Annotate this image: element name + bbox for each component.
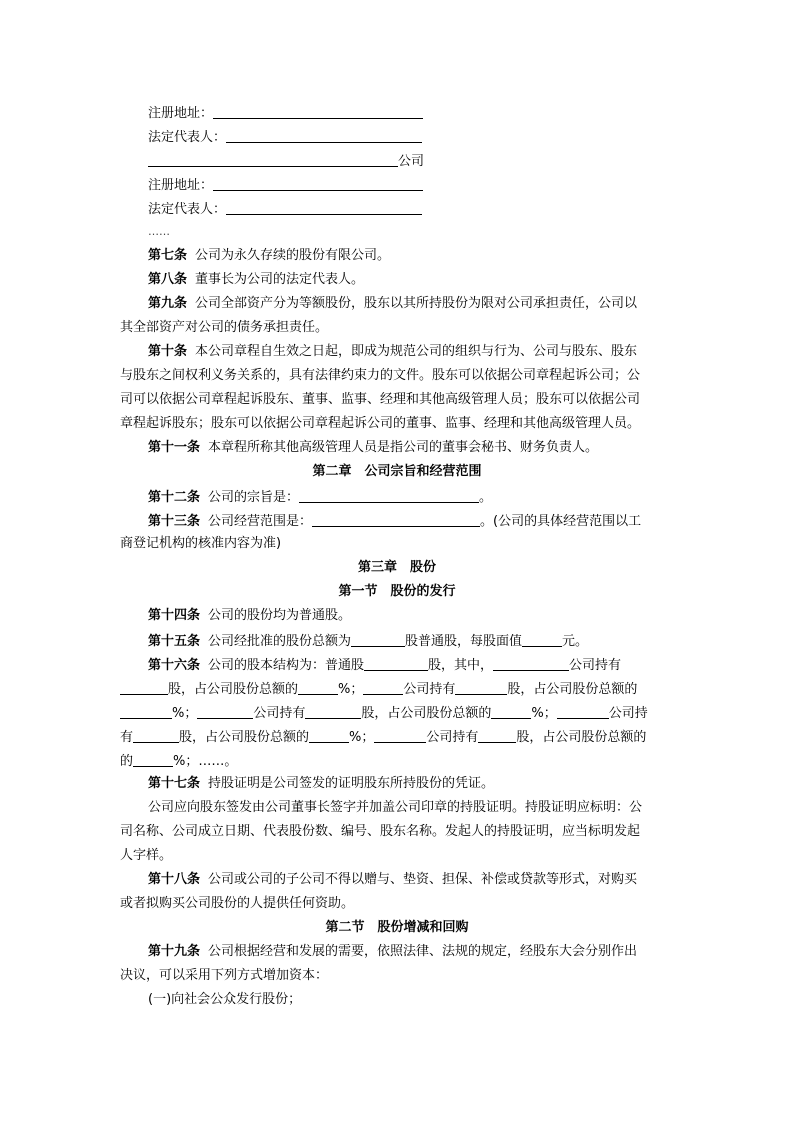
article-11 [148, 440, 598, 458]
article-text-tail: 。(公司的具体经营范围以工 [480, 514, 642, 529]
article-10-line-4: 章程起诉股东；股东可以依据公司章程起诉公司的董事、监事、经理和其他高级管理人员。 [120, 416, 641, 431]
article-17-paragraph-2-line-3: 人字样。 [120, 848, 173, 863]
article-text: 公司经批准的股份总额为 [208, 634, 352, 649]
blank-underline [298, 680, 338, 695]
punctuation: 。 [479, 490, 493, 505]
article-text: 股普通股，每股面值 [405, 634, 523, 649]
article-text: %； [531, 706, 557, 721]
blank-underline [557, 704, 609, 719]
article-10 [148, 344, 637, 362]
article-number: 第八条 [148, 272, 188, 287]
article-number: 第十四条 [148, 608, 201, 623]
blank-underline [226, 128, 422, 143]
article-number: 第十一条 [148, 440, 201, 455]
company-suffix: 公司 [398, 154, 425, 169]
article-19-item-1: (一)向社会公众发行股份； [148, 992, 302, 1007]
article-number: 第十九条 [148, 944, 201, 959]
article-text: 公司持有 [426, 730, 479, 745]
article-text: 公司持 [608, 706, 648, 721]
article-text: 股，占公司股份总额的 [179, 730, 310, 745]
article-13-line-2: 商登记机构的核准内容为准) [120, 536, 282, 551]
blank-underline [478, 728, 516, 743]
article-text: 公司经营范围是： [208, 514, 313, 529]
article-text: 公司持有 [569, 658, 622, 673]
article-text: 股，占公司股份总额的 [168, 682, 299, 697]
registered-address-label: 注册地址： [148, 178, 214, 193]
registered-address-line [148, 104, 423, 122]
article-text: %； [349, 730, 375, 745]
ellipsis: …… [148, 225, 170, 238]
article-7 [148, 248, 390, 266]
article-14 [148, 608, 351, 626]
article-text: 公司的股份均为普通股。 [208, 608, 352, 623]
article-text: 股，占公司股份总额的 [516, 730, 647, 745]
blank-underline [522, 632, 562, 647]
article-17-paragraph-2-line-2: 司名称、公司成立日期、代表股份数、编号、股东名称。发起人的持股证明，应当标明发起 [120, 824, 641, 839]
article-text: 有 [120, 730, 134, 745]
blank-underline [305, 704, 361, 719]
article-16 [148, 656, 621, 674]
article-number: 第七条 [148, 248, 188, 263]
section-1-heading: 第一节 股份的发行 [338, 584, 456, 599]
article-text: 公司全部资产分为等额股份，股东以其所持股份为限对公司承担责任，公司以 [195, 296, 638, 311]
blank-underline [120, 704, 172, 719]
article-number: 第十八条 [148, 872, 201, 887]
article-number: 第九条 [148, 296, 188, 311]
article-text: 公司持有 [253, 706, 306, 721]
article-number: 第十六条 [148, 658, 201, 673]
blank-underline [364, 656, 428, 671]
company-name-line [148, 152, 424, 170]
article-text: 股，其中， [428, 658, 494, 673]
article-17 [148, 776, 494, 794]
article-text: 公司的股本结构为：普通股 [208, 658, 365, 673]
article-text: 股，占公司股份总额的 [507, 682, 638, 697]
article-17-paragraph-2-line-1: 公司应向股东签发由公司董事长签字并加盖公司印章的持股证明。持股证明应标明：公 [148, 800, 643, 815]
chapter-3-heading: 第三章 股份 [357, 560, 436, 575]
article-number: 第十二条 [148, 490, 201, 505]
blank-underline [351, 632, 405, 647]
blank-underline [197, 704, 253, 719]
article-text: 的 [120, 754, 134, 769]
article-text: 公司的宗旨是： [208, 490, 300, 505]
article-8 [148, 272, 364, 290]
article-text: 公司为永久存续的股份有限公司。 [195, 248, 391, 263]
article-15 [148, 632, 588, 650]
blank-underline [312, 512, 480, 527]
article-text: 股，占公司股份总额的 [361, 706, 492, 721]
blank-underline [133, 752, 173, 767]
section-2-heading: 第二节 股份增减和回购 [325, 920, 469, 935]
blank-underline [363, 680, 403, 695]
article-text: 公司根据经营和发展的需要，依照法律、法规的规定，经股东大会分别作出 [208, 944, 638, 959]
legal-representative-label: 法定代表人： [148, 130, 227, 145]
article-10-line-2: 与股东之间权利义务关系的，具有法律约束力的文件。股东可以依据公司章程起诉公司；公 [120, 368, 641, 383]
article-text: %； [172, 706, 198, 721]
blank-underline [374, 728, 426, 743]
blank-underline [493, 656, 569, 671]
blank-underline [120, 680, 168, 695]
article-text: 公司持有 [403, 682, 456, 697]
article-18 [148, 872, 637, 890]
article-19-line-2: 决议，可以采用下列方式增加资本： [120, 968, 329, 983]
article-18-line-2: 或者拟购买公司股份的人提供任何资助。 [120, 896, 355, 911]
article-text: 持股证明是公司签发的证明股东所持股份的凭证。 [208, 776, 495, 791]
article-text: 本章程所称其他高级管理人员是指公司的董事会秘书、财务负责人。 [208, 440, 599, 455]
article-number: 第十条 [148, 344, 188, 359]
chapter-2-heading: 第二章 公司宗旨和经营范围 [312, 464, 482, 479]
article-text: 元。 [562, 634, 589, 649]
article-text: 公司或公司的子公司不得以赠与、垫资、担保、补偿或贷款等形式，对购买 [208, 872, 638, 887]
article-9 [148, 296, 637, 314]
registered-address-line [148, 176, 423, 194]
blank-underline [148, 152, 398, 167]
registered-address-label: 注册地址： [148, 106, 214, 121]
article-9-line-2: 其全部资产对公司的债务承担责任。 [120, 320, 329, 335]
article-number: 第十三条 [148, 514, 201, 529]
article-text: 本公司章程自生效之日起，即成为规范公司的组织与行为、公司与股东、股东 [195, 344, 638, 359]
article-number: 第十七条 [148, 776, 201, 791]
blank-underline [491, 704, 531, 719]
article-16-line-3 [120, 704, 648, 722]
blank-underline [213, 104, 423, 119]
article-16-line-4 [120, 728, 646, 746]
article-text: %；……。 [173, 754, 238, 769]
blank-underline [309, 728, 349, 743]
blank-underline [213, 176, 423, 191]
article-text: 董事长为公司的法定代表人。 [195, 272, 365, 287]
article-19 [148, 944, 637, 962]
article-text: %； [338, 682, 364, 697]
article-16-line-2 [120, 680, 637, 698]
blank-underline [299, 488, 479, 503]
blank-underline [455, 680, 507, 695]
article-10-line-3: 司可以依据公司章程起诉股东、董事、监事、经理和其他高级管理人员；股东可以依据公司 [120, 392, 641, 407]
blank-underline [133, 728, 179, 743]
article-13 [148, 512, 641, 530]
article-number: 第十五条 [148, 634, 201, 649]
legal-representative-line [148, 128, 422, 146]
legal-representative-line [148, 200, 422, 218]
blank-underline [226, 200, 422, 215]
article-16-line-5 [120, 752, 237, 770]
article-12 [148, 488, 492, 506]
legal-representative-label: 法定代表人： [148, 202, 227, 217]
